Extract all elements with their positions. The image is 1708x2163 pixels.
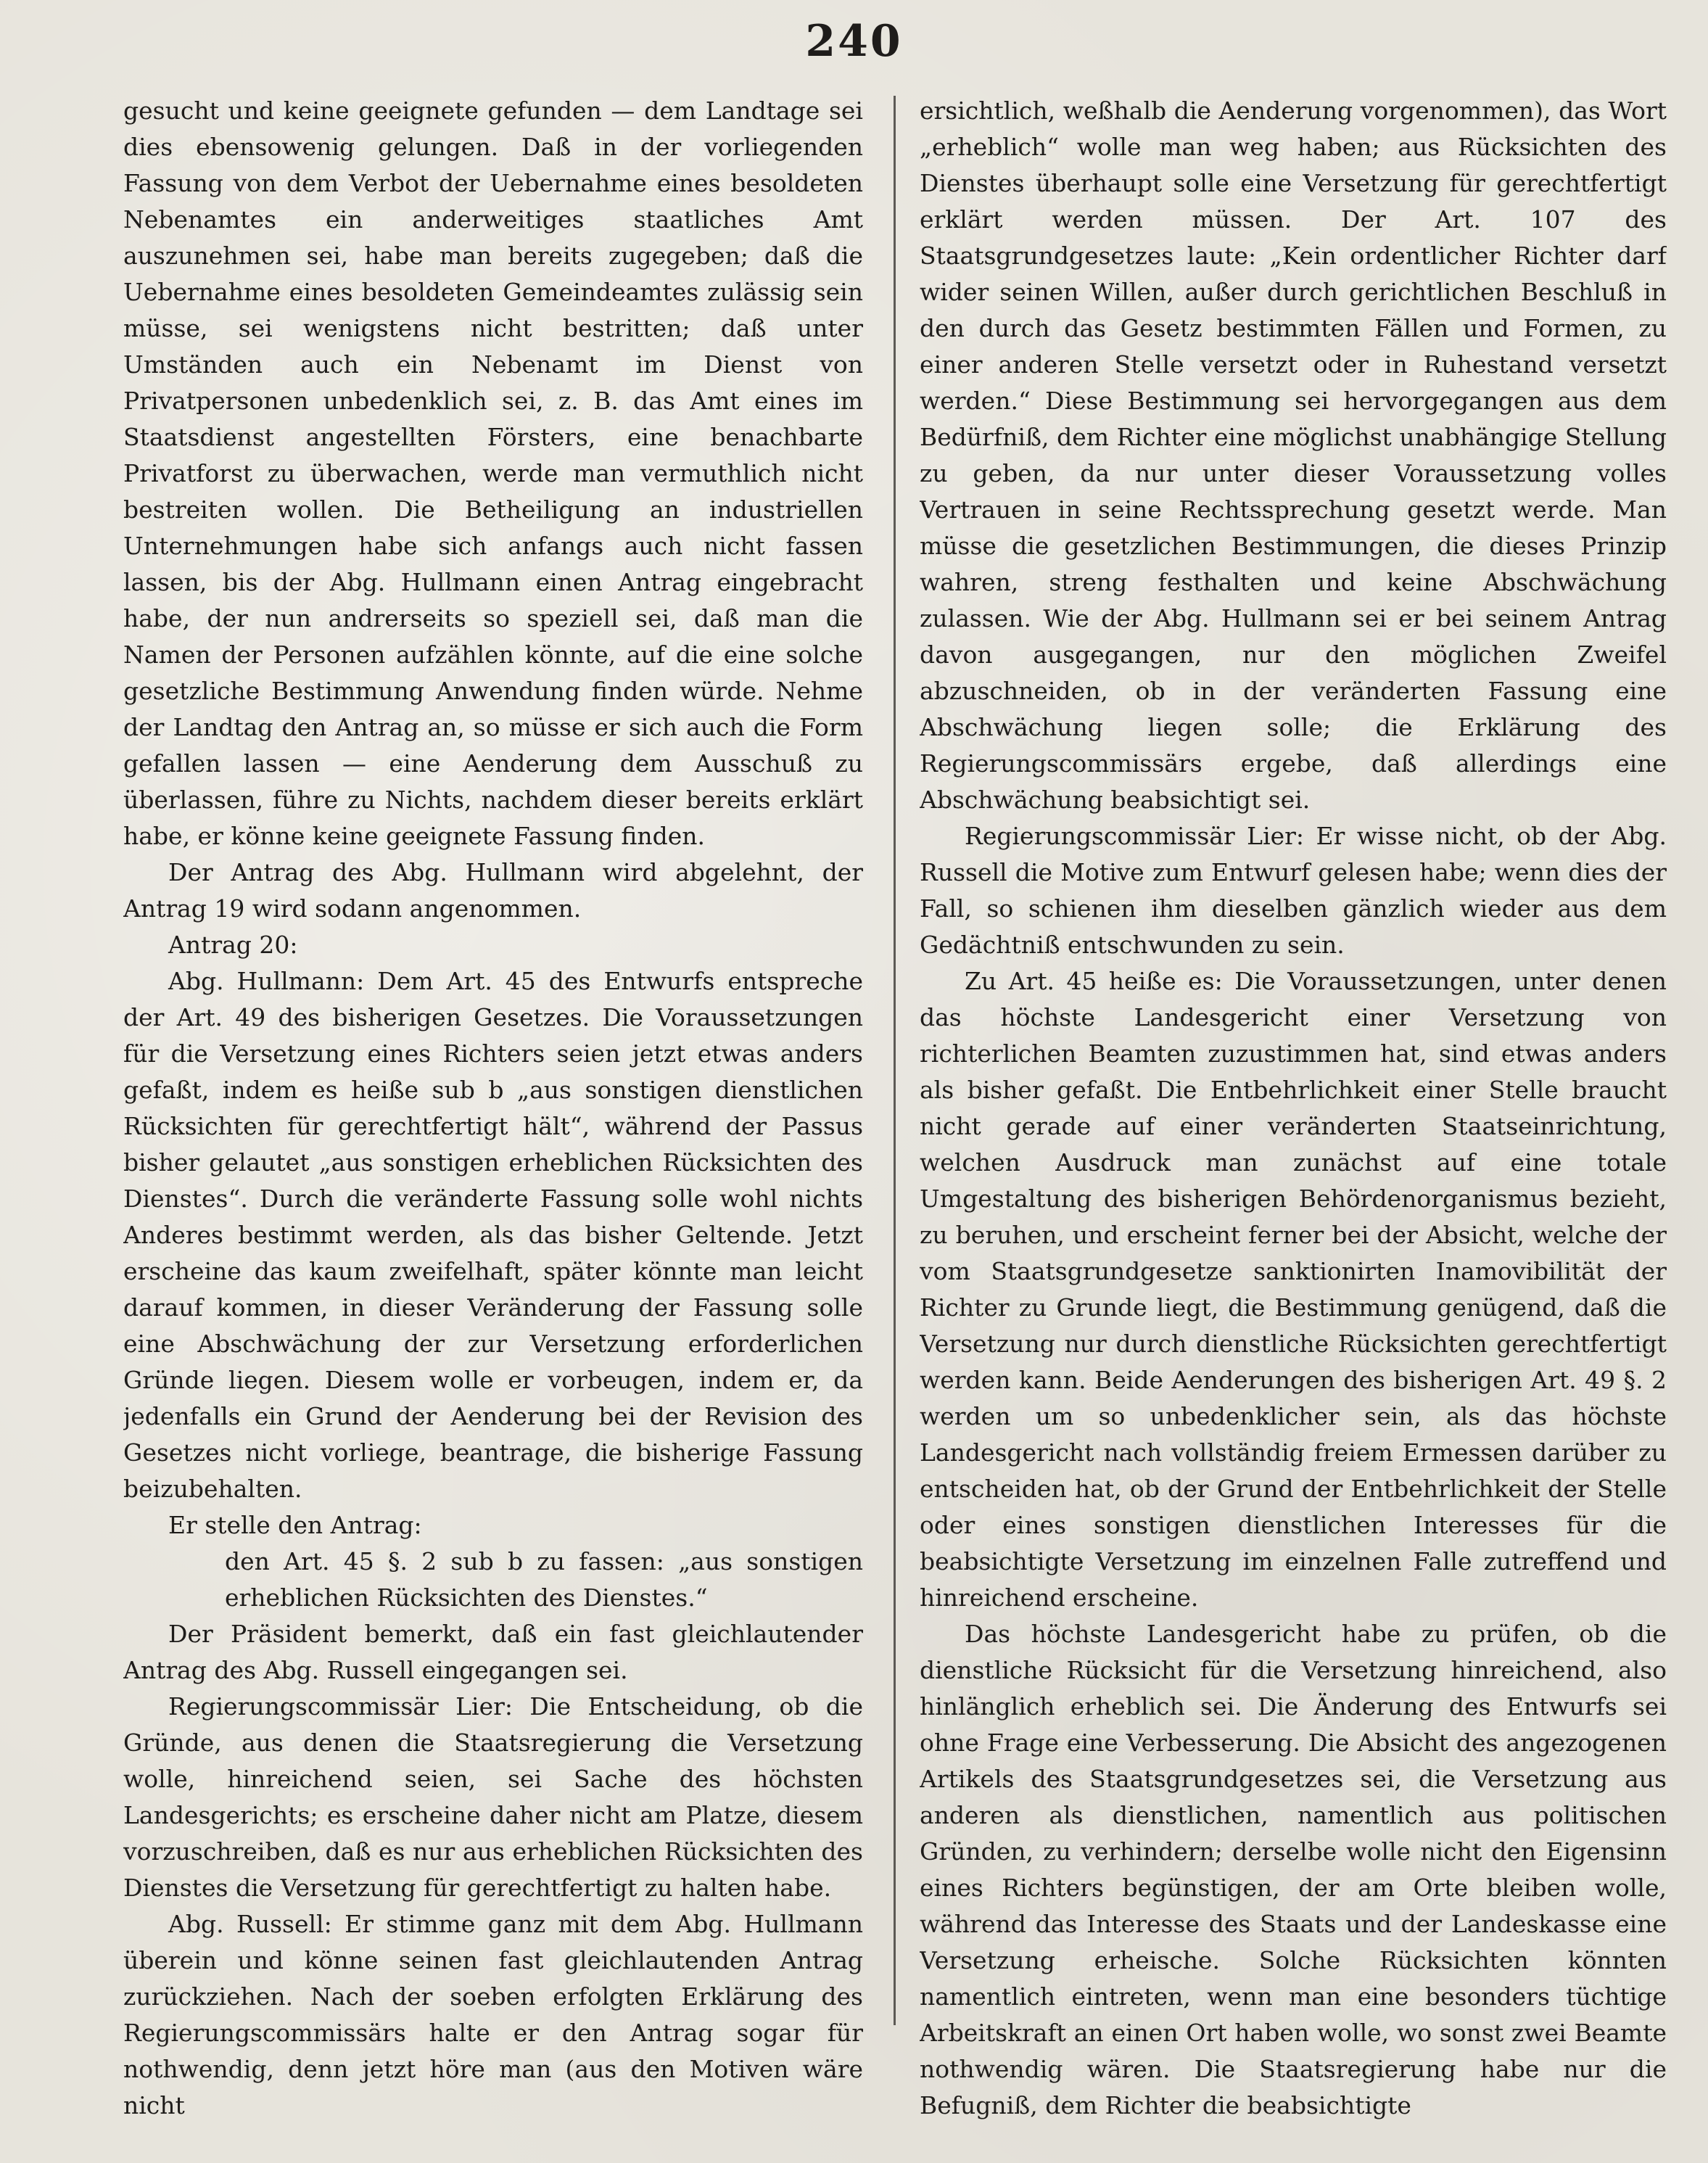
left-quoted-motion: den Art. 45 §. 2 sub b zu fassen: „aus sonstigen erheblichen Rücksichten des Dienstes.“ [225,1547,863,1612]
left-paragraph-3: Antrag 20: [168,931,298,959]
right-paragraph-3: Zu Art. 45 heiße es: Die Voraussetzungen, unter denen das höchste Landesgericht einer Versetzung von richterlichen Beamten zuzustimmen hat, sind etwas anders als bisher gefaßt. Die Entbehrlichkeit einer Stelle braucht nicht gerade auf einer veränderten Staatseinrichtung, welchen Ausdruck man zunächst auf eine totale Umgestaltung des bisherigen Behördenorganismus bezieht, zu beruhen, und erscheint ferner bei der Absicht, welche der vom Staatsgrundgesetze sanktionirten Inamovibilität der Richter zu Grunde liegt, die Bestimmung genügend, daß die Versetzung nur durch dienstliche Rücksichten gerechtfertigt werden kann. Beide Aenderungen des bisherigen Art. 49 §. 2 werden um so unbedenklicher sein, als das höchste Landesgericht nach vollständig freiem Ermessen darüber zu entscheiden hat, ob der Grund der Entbehrlichkeit der Stelle oder eines sonstigen dienstlichen Interesses für die beabsichtigte Versetzung im einzelnen Falle zutreffend und hinreichend erscheine. [920,967,1667,1612]
right-paragraph-2: Regierungscommissär Lier: Er wisse nicht, ob der Abg. Russell die Motive zum Entwurf gelesen habe; wenn dies der Fall, so schienen ihm dieselben gänzlich wieder aus dem Gedächtniß entschwunden zu sein. [920,822,1667,959]
left-paragraph-2: Der Antrag des Abg. Hullmann wird abgelehnt, der Antrag 19 wird sodann angenommen. [123,858,863,923]
left-paragraph-9: Abg. Russell: Er stimme ganz mit dem Abg. Hullmann überein und könne seinen fast gleichlautenden Antrag zurückziehen. Nach der soeben erfolgten Erklärung des Regierungscommissärs halte er den Antrag sogar für nothwendig, denn jetzt höre man (aus den Motiven wäre nicht [123,1910,863,2119]
right-paragraph-1: ersichtlich, weßhalb die Aenderung vorgenommen), das Wort „erheblich“ wolle man weg haben; aus Rücksichten des Dienstes überhaupt solle eine Versetzung für gerechtfertigt erklärt werden müssen. Der Art. 107 des Staatsgrundgesetzes laute: „Kein ordentlicher Richter darf wider seinen Willen, außer durch gerichtlichen Beschluß in den durch das Gesetz bestimmten Fällen und Formen, zu einer anderen Stelle versetzt oder in Ruhestand versetzt werden.“ Diese Bestimmung sei hervorgegangen aus dem Bedürfniß, dem Richter eine möglichst unabhängige Stellung zu geben, da nur unter dieser Voraussetzung volles Vertrauen in seine Rechtssprechung gesetzt werde. Man müsse die gesetzlichen Bestimmungen, die dieses Prinzip wahren, streng festhalten und keine Abschwächung zulassen. Wie der Abg. Hullmann sei er bei seinem Antrag davon ausgegangen, nur den möglichen Zweifel abzuschneiden, ob in der veränderten Fassung eine Abschwächung liegen solle; die Erklärung des Regierungscommissärs ergebe, daß allerdings eine Abschwächung beabsichtigt sei. [920,96,1667,814]
right-column [920,93,1667,2146]
column-divider [894,96,896,2025]
left-column [123,93,863,2146]
left-paragraph-1: gesucht und keine geeignete gefunden — dem Landtage sei dies ebensowenig gelungen. Daß in der vorliegenden Fassung von dem Verbot der Uebernahme eines besoldeten Nebenamtes ein anderweitiges staatliches Amt auszunehmen sei, habe man bereits zugegeben; daß die Uebernahme eines besoldeten Gemeindeamtes zulässig sein müsse, sei wenigstens nicht bestritten; daß unter Umständen auch ein Nebenamt im Dienst von Privatpersonen unbedenklich sei, z. B. das Amt eines im Staatsdienst angestellten Försters, eine benachbarte Privatforst zu überwachen, werde man vermuthlich nicht bestreiten wollen. Die Betheiligung an industriellen Unternehmungen habe sich anfangs auch nicht fassen lassen, bis der Abg. Hullmann einen Antrag eingebracht habe, der nun andrerseits so speziell sei, daß man die Namen der Personen aufzählen könnte, auf die eine solche gesetzliche Bestimmung Anwendung finden würde. Nehme der Landtag den Antrag an, so müsse er sich auch die Form gefallen lassen — eine Aenderung dem Ausschuß zu überlassen, führe zu Nichts, nachdem dieser bereits erklärt habe, er könne keine geeignete Fassung finden. [123,96,863,850]
left-paragraph-4: Abg. Hullmann: Dem Art. 45 des Entwurfs entspreche der Art. 49 des bisherigen Gesetzes. Die Voraussetzungen für die Versetzung eines Richters seien jetzt etwas anders gefaßt, indem es heiße sub b „aus sonstigen dienstlichen Rücksichten für gerechtfertigt hält“, während der Passus bisher gelautet „aus sonstigen erheblichen Rücksichten des Dienstes“. Durch die veränderte Fassung solle wohl nichts Anderes bestimmt werden, als das bisher Geltende. Jetzt erscheine das kaum zweifelhaft, später könnte man leicht darauf kommen, in dieser Veränderung der Fassung solle eine Abschwächung der zur Versetzung erforderlichen Gründe liegen. Diesem wolle er vorbeugen, indem er, da jedenfalls ein Grund der Aenderung bei der Revision des Gesetzes nicht vorliege, beantrage, die bisherige Fassung beizubehalten. [123,967,863,1503]
page-number: 240 [805,16,903,67]
right-paragraph-4: Das höchste Landesgericht habe zu prüfen, ob die dienstliche Rücksicht für die Versetzung hinreichend, also hinlänglich erheblich sei. Die Änderung des Entwurfs sei ohne Frage eine Verbesserung. Die Absicht des angezogenen Artikels des Staatsgrundgesetzes sei, die Versetzung aus anderen als dienstlichen, namentlich aus politischen Gründen, zu verhindern; derselbe wolle nicht den Eigensinn eines Richters begünstigen, der am Orte bleiben wolle, während das Interesse des Staats und der Landeskasse eine Versetzung erheische. Solche Rücksichten könnten namentlich eintreten, wenn man eine besonders tüchtige Arbeitskraft an einen Ort haben wolle, wo sonst zwei Beamte nothwendig wären. Die Staatsregierung habe nur die Befugniß, dem Richter die beabsichtigte [920,1620,1667,2119]
left-paragraph-7: Der Präsident bemerkt, daß ein fast gleichlautender Antrag des Abg. Russell eingegangen sei. [123,1620,863,1684]
left-paragraph-5: Er stelle den Antrag: [168,1511,422,1539]
left-paragraph-8: Regierungscommissär Lier: Die Entscheidung, ob die Gründe, aus denen die Staatsregierung die Versetzung wolle, hinreichend seien, sei Sache des höchsten Landesgerichts; es erscheine daher nicht am Platze, diesem vorzuschreiben, daß es nur aus erheblichen Rücksichten des Dienstes die Versetzung für gerechtfertigt zu halten habe. [123,1692,863,1902]
